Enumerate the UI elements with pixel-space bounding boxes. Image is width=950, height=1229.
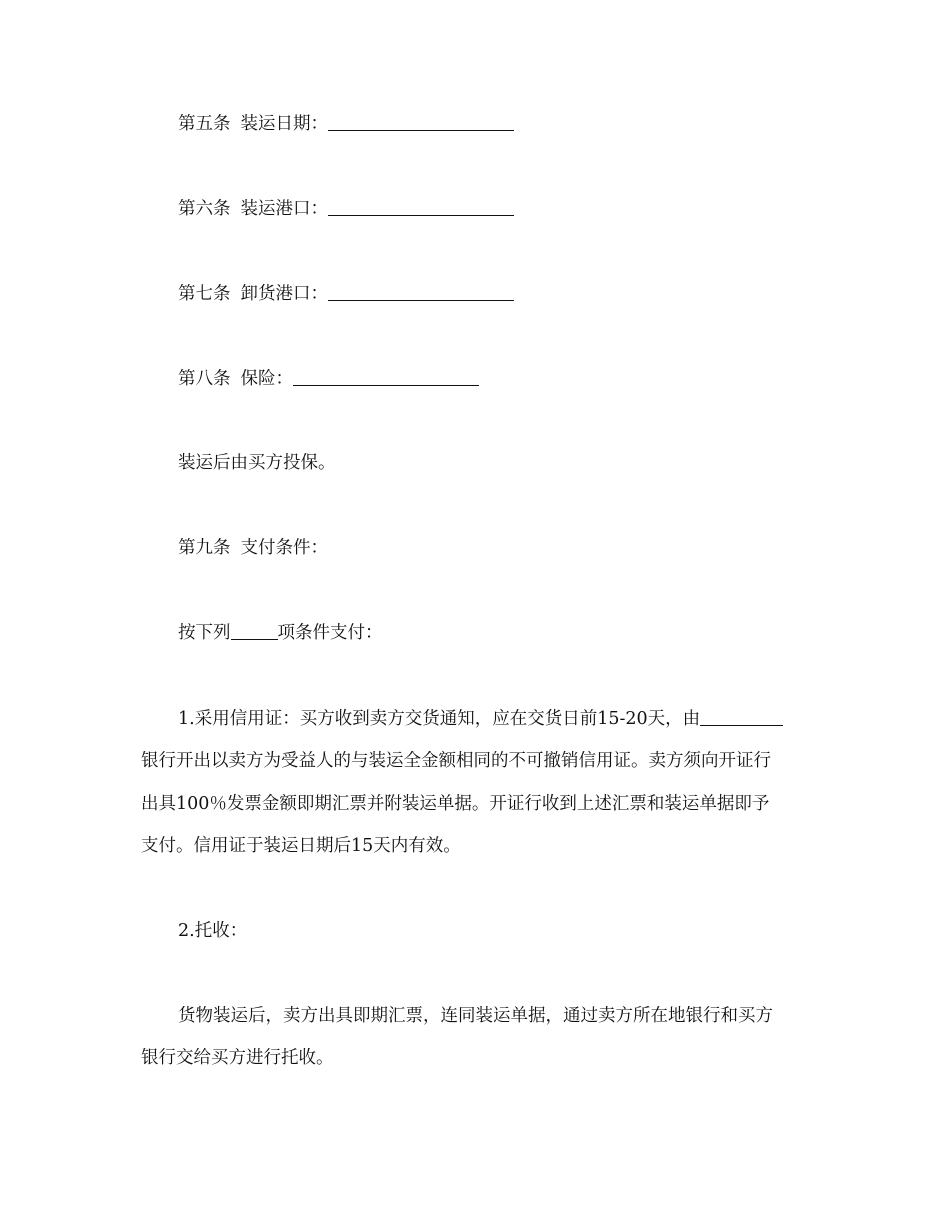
shipment-date-blank[interactable] (328, 129, 514, 131)
discharge-port-blank[interactable] (328, 299, 514, 301)
lc-line-4: 支付。信用证于装运日期后15天内有效。 (141, 836, 461, 856)
clause-9 (178, 540, 848, 558)
lc-line-1 (178, 711, 848, 729)
clause-9-item: 支付条件： (240, 538, 328, 558)
clause-6-item: 装运港口： (240, 199, 328, 219)
clause-8 (178, 371, 848, 389)
lc-line-3: 出具100％发票金额即期汇票并附装运单据。开证行收到上述汇票和装运单据即予 (141, 794, 770, 814)
clause-6 (178, 201, 848, 219)
loading-port-blank[interactable] (328, 214, 514, 216)
collection-line-2: 银行交给买方进行托收。 (141, 1048, 334, 1068)
payment-intro (178, 625, 848, 643)
clause-6-label: 第六条 (178, 199, 231, 219)
clause-7-item: 卸货港口： (240, 284, 328, 304)
clause-8-label: 第八条 (178, 369, 231, 389)
payment-option-blank[interactable] (231, 638, 278, 640)
collection-line-1: 货物装运后，卖方出具即期汇票，连同装运单据，通过卖方所在地银行和买方 (178, 1006, 773, 1026)
issuing-bank-blank[interactable] (700, 724, 783, 726)
lc-line-2: 银行开出以卖方为受益人的与装运全金额相同的不可撤销信用证。卖方须向开证行 (141, 751, 771, 771)
payment-intro-before: 按下列 (178, 623, 231, 643)
lc-line-1-text: 1.采用信用证：买方收到卖方交货通知，应在交货日前15-20天，由 (178, 709, 701, 729)
clause-7-label: 第七条 (178, 284, 231, 304)
payment-intro-after: 项条件支付： (277, 623, 383, 643)
clause-7 (178, 286, 848, 304)
clause-9-label: 第九条 (178, 538, 231, 558)
insurance-note: 装运后由买方投保。 (178, 453, 336, 473)
clause-5-item: 装运日期： (240, 114, 328, 134)
clause-5-label: 第五条 (178, 114, 231, 134)
clause-8-item: 保险： (240, 369, 293, 389)
insurance-blank[interactable] (293, 384, 479, 386)
clause-5 (178, 116, 848, 134)
collection-heading: 2.托收： (178, 921, 248, 941)
